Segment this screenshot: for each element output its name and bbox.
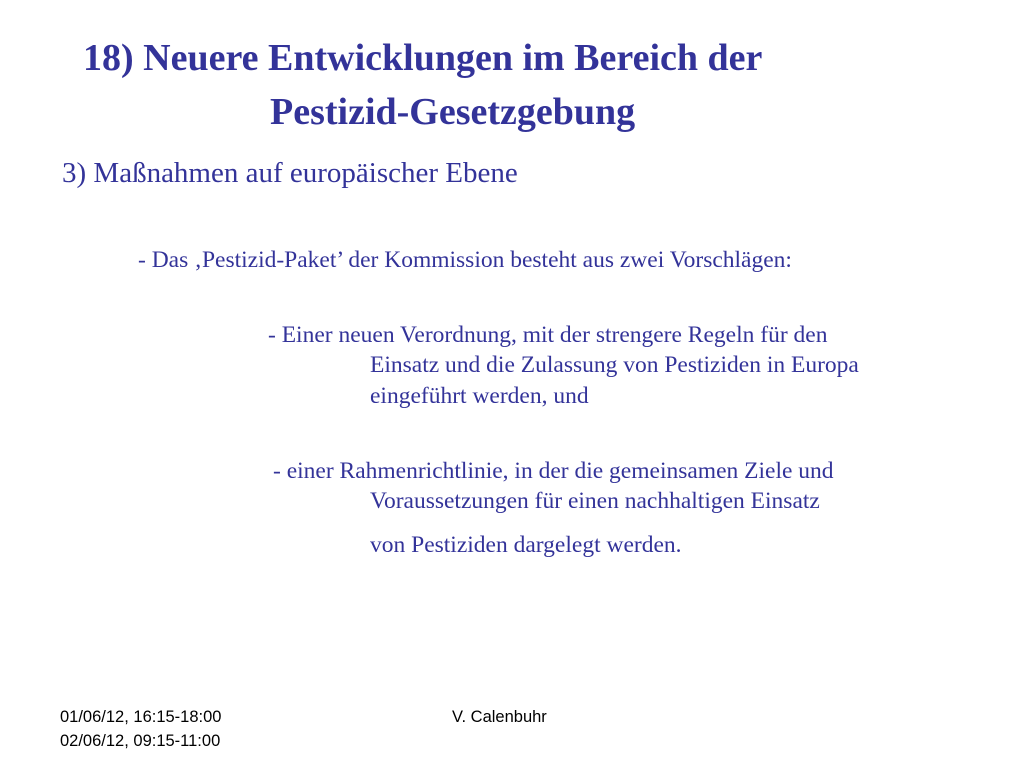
proposal-1-line-2: Einsatz und die Zulassung von Pestiziden in Europa [370, 352, 859, 378]
lead-bullet: - Das ‚Pestizid-Paket’ der Kommission besteht aus zwei Vorschlägen: [138, 247, 792, 273]
slide-title-line-1: 18) Neuere Entwicklungen im Bereich der [83, 37, 763, 79]
proposal-1-line-3: eingeführt werden, und [370, 383, 589, 409]
slide-title-line-2: Pestizid-Gesetzgebung [270, 91, 636, 133]
proposal-2-line-1: - einer Rahmenrichtlinie, in der die gemeinsamen Ziele und [273, 458, 834, 484]
footer-date-line-2: 02/06/12, 09:15-11:00 [60, 732, 221, 750]
proposal-2-line-3: von Pestiziden dargelegt werden. [370, 532, 682, 558]
footer-date-line-1: 01/06/12, 16:15-18:00 [60, 708, 222, 726]
footer-author: V. Calenbuhr [452, 708, 547, 726]
proposal-1-line-1: - Einer neuen Verordnung, mit der strengere Regeln für den [268, 322, 828, 348]
section-heading: 3) Maßnahmen auf europäischer Ebene [62, 157, 518, 189]
proposal-2-line-2: Voraussetzungen für einen nachhaltigen Einsatz [370, 488, 820, 514]
